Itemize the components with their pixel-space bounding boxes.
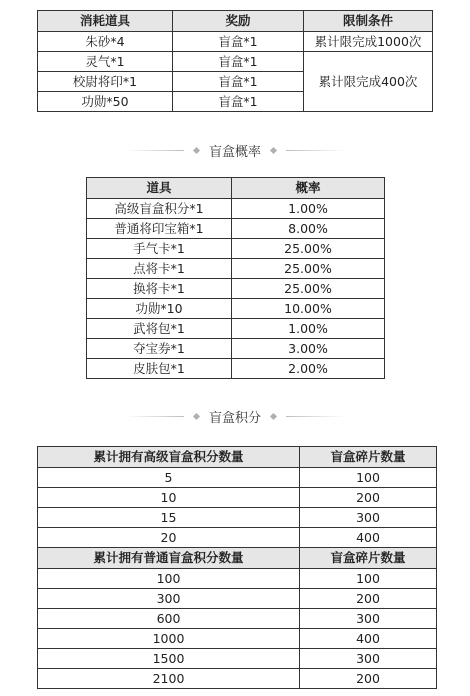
section-title-probability xyxy=(0,140,470,160)
divider-line xyxy=(286,416,344,417)
item-cell: 功勋*50 xyxy=(38,92,173,112)
diamond-icon xyxy=(270,412,277,419)
table-row xyxy=(87,279,385,299)
header-cell: 限制条件 xyxy=(304,11,433,32)
header-cell: 盲盒碎片数量 xyxy=(300,548,437,569)
count-cell: 5 xyxy=(38,468,300,488)
reward-cell: 盲盒*1 xyxy=(173,72,304,92)
table-row xyxy=(38,609,437,629)
reward-cell: 盲盒*1 xyxy=(173,92,304,112)
count-cell: 2100 xyxy=(38,669,300,689)
item-cell: 功勋*10 xyxy=(87,299,232,319)
header-cell: 消耗道具 xyxy=(38,11,173,32)
fragments-cell: 100 xyxy=(300,468,437,488)
item-cell: 夺宝券*1 xyxy=(87,339,232,359)
section-title-points xyxy=(0,406,470,426)
table-row xyxy=(87,319,385,339)
count-cell: 10 xyxy=(38,488,300,508)
rate-cell: 25.00% xyxy=(232,279,385,299)
count-cell: 1500 xyxy=(38,649,300,669)
section-title-text: 盲盒概率 xyxy=(208,144,261,160)
fragments-cell: 200 xyxy=(300,589,437,609)
rate-cell: 10.00% xyxy=(232,299,385,319)
table-header-row xyxy=(38,11,433,32)
count-cell: 20 xyxy=(38,528,300,548)
item-cell: 换将卡*1 xyxy=(87,279,232,299)
rate-cell: 25.00% xyxy=(232,259,385,279)
table-row xyxy=(87,359,385,379)
item-cell: 皮肤包*1 xyxy=(87,359,232,379)
item-cell: 武将包*1 xyxy=(87,319,232,339)
item-cell: 普通将印宝箱*1 xyxy=(87,219,232,239)
rate-cell: 2.00% xyxy=(232,359,385,379)
rate-cell: 1.00% xyxy=(232,319,385,339)
fragments-cell: 200 xyxy=(300,488,437,508)
table-row xyxy=(87,239,385,259)
limit-cell: 累计限完成400次 xyxy=(304,52,433,112)
item-cell: 高级盲盒积分*1 xyxy=(87,199,232,219)
diamond-icon xyxy=(270,146,277,153)
count-cell: 1000 xyxy=(38,629,300,649)
fragments-cell: 400 xyxy=(300,528,437,548)
probability-table xyxy=(86,177,385,379)
fragments-cell: 300 xyxy=(300,508,437,528)
reward-cell: 盲盒*1 xyxy=(173,32,304,52)
header-cell: 概率 xyxy=(232,178,385,199)
table-row xyxy=(38,52,433,72)
fragments-cell: 300 xyxy=(300,649,437,669)
table-row xyxy=(38,32,433,52)
diamond-icon xyxy=(193,412,200,419)
item-cell: 朱砂*4 xyxy=(38,32,173,52)
table-row xyxy=(87,259,385,279)
count-cell: 300 xyxy=(38,589,300,609)
item-cell: 点将卡*1 xyxy=(87,259,232,279)
item-cell: 灵气*1 xyxy=(38,52,173,72)
points-table xyxy=(37,446,437,689)
divider-line xyxy=(286,150,344,151)
header-cell: 累计拥有普通盲盒积分数量 xyxy=(38,548,300,569)
fragments-cell: 300 xyxy=(300,609,437,629)
rate-cell: 3.00% xyxy=(232,339,385,359)
table-row xyxy=(38,649,437,669)
table-row xyxy=(87,299,385,319)
divider-line xyxy=(126,150,184,151)
header-cell: 奖励 xyxy=(173,11,304,32)
rate-cell: 1.00% xyxy=(232,199,385,219)
table-row xyxy=(38,569,437,589)
count-cell: 600 xyxy=(38,609,300,629)
rate-cell: 8.00% xyxy=(232,219,385,239)
table-row xyxy=(38,528,437,548)
table-row xyxy=(38,669,437,689)
fragments-cell: 400 xyxy=(300,629,437,649)
limit-cell: 累计限完成1000次 xyxy=(304,32,433,52)
exchange-table xyxy=(37,10,433,112)
reward-cell: 盲盒*1 xyxy=(173,52,304,72)
header-cell: 盲盒碎片数量 xyxy=(300,447,437,468)
table-row xyxy=(38,508,437,528)
item-cell: 校尉将印*1 xyxy=(38,72,173,92)
diamond-icon xyxy=(193,146,200,153)
table-header-row xyxy=(38,447,437,468)
header-cell: 累计拥有高级盲盒积分数量 xyxy=(38,447,300,468)
header-cell: 道具 xyxy=(87,178,232,199)
divider-line xyxy=(126,416,184,417)
table-row xyxy=(38,629,437,649)
rate-cell: 25.00% xyxy=(232,239,385,259)
count-cell: 15 xyxy=(38,508,300,528)
section-title-text: 盲盒积分 xyxy=(208,410,261,426)
count-cell: 100 xyxy=(38,569,300,589)
table-row xyxy=(87,199,385,219)
table-row xyxy=(38,468,437,488)
table-header-row xyxy=(87,178,385,199)
item-cell: 手气卡*1 xyxy=(87,239,232,259)
fragments-cell: 200 xyxy=(300,669,437,689)
fragments-cell: 100 xyxy=(300,569,437,589)
table-row xyxy=(87,339,385,359)
table-header-row xyxy=(38,548,437,569)
table-row xyxy=(87,219,385,239)
table-row xyxy=(38,488,437,508)
table-row xyxy=(38,589,437,609)
